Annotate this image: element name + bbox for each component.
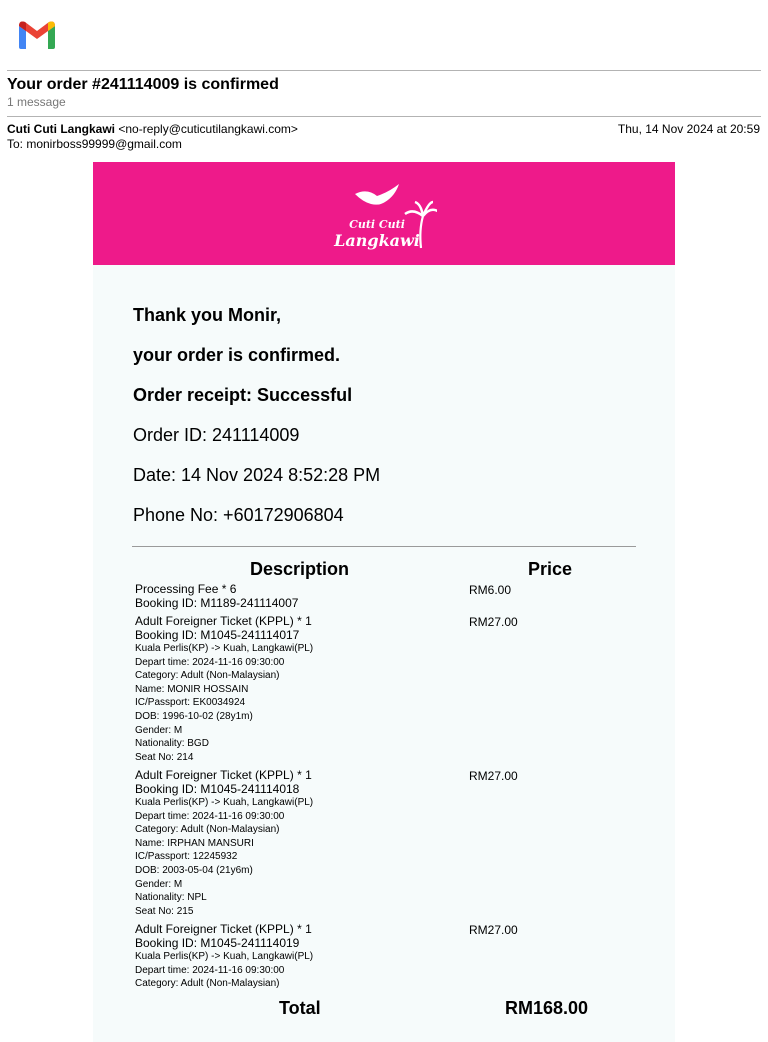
gmail-logo-icon	[16, 18, 58, 50]
sender	[7, 122, 298, 136]
item-depart-time: Depart time: 2024-11-16 09:30:00	[135, 964, 285, 976]
passenger-nationality: Nationality: NPL	[135, 892, 207, 904]
item-title: Adult Foreigner Ticket (KPPL) * 1	[135, 614, 312, 628]
seat-number: Seat No: 214	[135, 751, 194, 763]
passenger-gender: Gender: M	[135, 724, 183, 736]
item-price: RM27.00	[469, 923, 518, 937]
passenger-name: Name: MONIR HOSSAIN	[135, 683, 249, 695]
receipt-divider	[132, 546, 636, 547]
total-label: Total	[279, 998, 321, 1018]
item-title: Adult Foreigner Ticket (KPPL) * 1	[135, 922, 312, 936]
description-header: Description	[250, 559, 350, 579]
header-divider	[7, 70, 761, 71]
item-title: Processing Fee * 6	[135, 582, 237, 596]
recipient: To: monirboss99999@gmail.com	[7, 137, 182, 151]
item-category: Category: Adult (Non-Malaysian)	[135, 978, 280, 990]
item-price: RM6.00	[469, 583, 512, 597]
sender-email: <no-reply@cuticutilangkawi.com>	[118, 122, 298, 136]
palm-tree-icon	[420, 216, 423, 248]
item-price: RM27.00	[469, 615, 518, 629]
passenger-passport: IC/Passport: 12245932	[135, 851, 238, 863]
receipt-status: Order receipt: Successful	[133, 385, 353, 405]
cuti-cuti-langkawi-logo	[333, 180, 437, 250]
item-category: Category: Adult (Non-Malaysian)	[135, 824, 280, 836]
item-route: Kuala Perlis(KP) -> Kuah, Langkawi(PL)	[135, 797, 314, 808]
greeting: Thank you Monir,	[133, 305, 282, 325]
item-booking-id: Booking ID: M1045-241114017	[135, 627, 300, 642]
item-depart-time: Depart time: 2024-11-16 09:30:00	[135, 810, 285, 822]
email-subject: Your order #241114009 is confirmed	[7, 76, 279, 93]
item-title: Adult Foreigner Ticket (KPPL) * 1	[135, 768, 312, 782]
item-route: Kuala Perlis(KP) -> Kuah, Langkawi(PL)	[135, 951, 314, 962]
order-date: Date: 14 Nov 2024 8:52:28 PM	[133, 465, 381, 485]
passenger-gender: Gender: M	[135, 878, 183, 890]
item-booking-id: Booking ID: M1045-241114019	[135, 935, 300, 950]
item-category: Category: Adult (Non-Malaysian)	[135, 670, 280, 682]
brand-line-2: Langkawi	[334, 231, 420, 250]
passenger-passport: IC/Passport: EK0034924	[135, 697, 246, 709]
passenger-dob: DOB: 1996-10-02 (28y1m)	[135, 710, 253, 722]
line-item	[135, 923, 313, 991]
subject-divider	[7, 116, 761, 117]
item-price: RM27.00	[469, 769, 518, 783]
brand-line-1: Cuti Cuti	[349, 218, 405, 231]
passenger-name: Name: IRPHAN MANSURI	[135, 837, 254, 849]
item-booking-id: Booking ID: M1189-241114007	[135, 595, 299, 610]
passenger-dob: DOB: 2003-05-04 (21y6m)	[135, 864, 253, 876]
sender-name: Cuti Cuti Langkawi	[7, 122, 115, 136]
confirmation-text: your order is confirmed.	[133, 345, 341, 365]
eagle-icon	[355, 184, 399, 205]
email-date: Thu, 14 Nov 2024 at 20:59	[617, 122, 760, 136]
total-value: RM168.00	[505, 998, 589, 1018]
passenger-nationality: Nationality: BGD	[135, 738, 209, 750]
phone-number: Phone No: +60172906804	[133, 505, 344, 525]
price-header: Price	[528, 559, 573, 579]
message-count: 1 message	[7, 95, 66, 109]
line-item	[135, 769, 313, 918]
seat-number: Seat No: 215	[135, 905, 194, 917]
order-id: Order ID: 241114009	[133, 425, 300, 445]
brand-banner	[93, 162, 675, 265]
item-route: Kuala Perlis(KP) -> Kuah, Langkawi(PL)	[135, 643, 314, 654]
item-depart-time: Depart time: 2024-11-16 09:30:00	[135, 656, 285, 668]
receipt-card	[93, 162, 675, 1042]
line-item	[135, 615, 313, 764]
item-booking-id: Booking ID: M1045-241114018	[135, 781, 300, 796]
line-item	[135, 583, 298, 610]
